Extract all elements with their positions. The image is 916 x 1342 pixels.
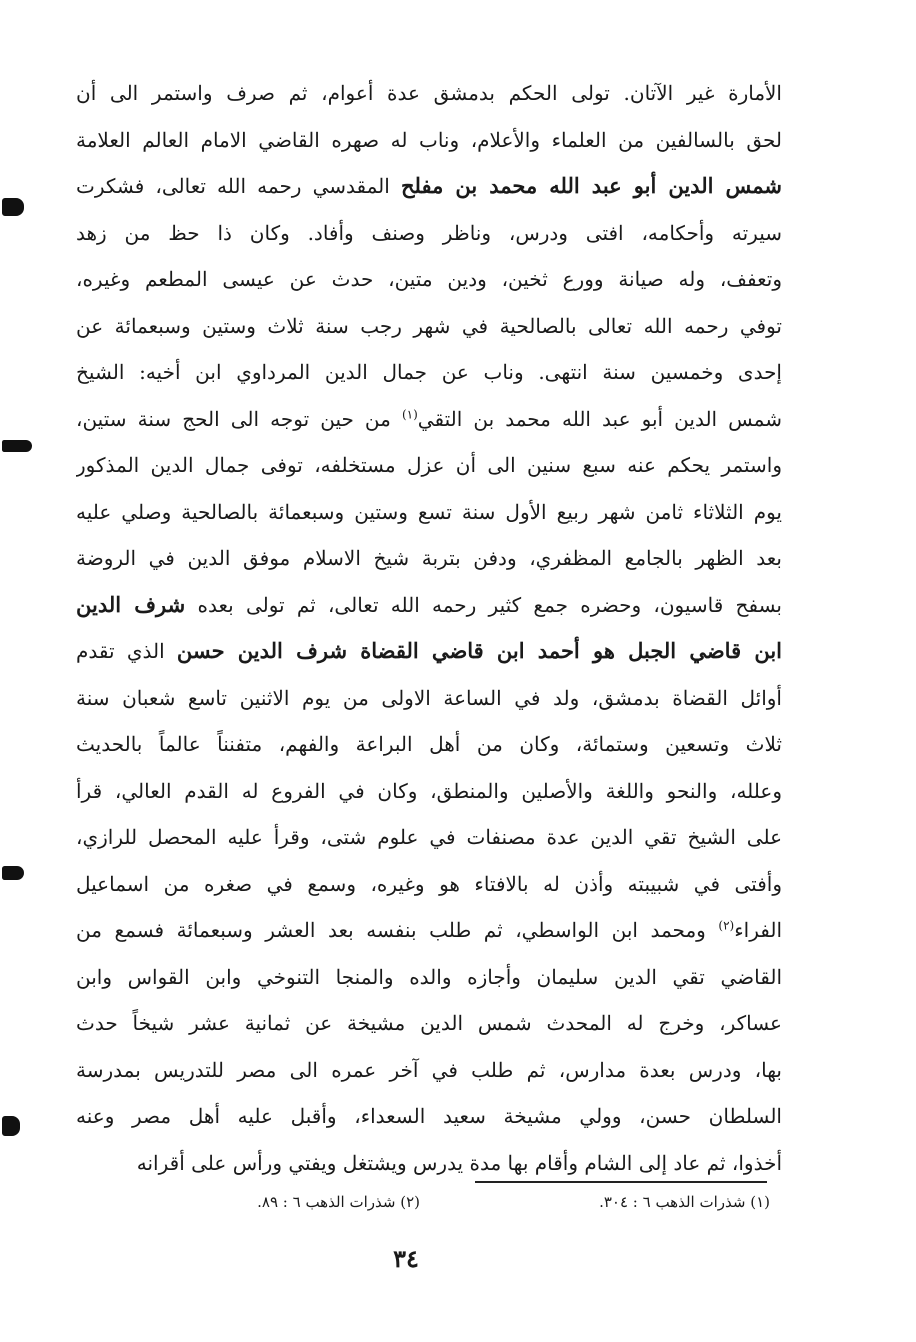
footnote-2: (٢) شذرات الذهب ٦ : ٨٩.: [257, 1193, 420, 1211]
body-text: [76, 70, 782, 1186]
margin-mark: [2, 866, 24, 880]
text-line: [76, 628, 782, 675]
text-line: [76, 163, 782, 210]
footnote-separator: [475, 1181, 767, 1183]
page-number: ٣٤: [393, 1244, 419, 1273]
text-line: [76, 396, 782, 443]
text-line: بعد الظهر بالجامع المظفري، ودفن بتربة شيخ الاسلام موفق الدين في الروضة: [76, 546, 782, 570]
text-line: وتعفف، وله صيانة وورع ثخين، ودين متين، حدث عن عيسى المطعم وغيره،: [76, 267, 782, 291]
text-segment: ومحمد ابن الواسطي، ثم طلب بنفسه بعد العشر وسبعمائة فسمع من: [76, 918, 719, 942]
text-line: ثلاث وتسعين وستمائة، وكان من أهل البراعة والفهم، متفنناً عالماً بالحديث: [76, 732, 782, 756]
text-line: على الشيخ تقي الدين عدة مصنفات في علوم شتى، وقرأ عليه المحصل للرازي،: [76, 825, 782, 849]
margin-mark: [2, 198, 24, 216]
text-segment: بسفح قاسيون، وحضره جمع كثير رحمه الله تعالى، ثم تولى بعده: [185, 592, 782, 617]
text-line: وعلله، والنحو واللغة والأصلين والمنطق، وكان في الفروع له القدم العالي، قرأ: [76, 778, 782, 803]
text-line: أوائل القضاة بدمشق، ولد في الساعة الاولى من يوم الاثنين تاسع شعبان سنة: [76, 685, 782, 710]
bold-name: ابن قاضي الجبل هو أحمد ابن قاضي القضاة شرف الدين حسن: [176, 638, 782, 663]
text-line: واستمر يحكم عنه سبع سنين الى أن عزل مستخلفه، توفى جمال الدين المذكور: [76, 453, 782, 477]
text-line: [76, 582, 782, 629]
text-line: سيرته وأحكامه، افتى ودرس، وناظر وصنف وأفاد. وكان ذا حظ من زهد: [76, 220, 782, 245]
text-line: عساكر، وخرج له المحدث شمس الدين مشيخة عن ثمانية عشر شيخاً حدث: [76, 1011, 782, 1035]
text-line: توفي رحمه الله تعالى بالصالحية في شهر رجب سنة ثلاث وستين وسبعمائة عن: [76, 313, 782, 338]
text-segment: من حين توجه الى الحج سنة ستين،: [76, 406, 402, 431]
footnote-ref: (١): [401, 406, 418, 421]
footnote-1: (١) شذرات الذهب ٦ : ٣٠٤.: [599, 1193, 770, 1211]
text-segment: شمس الدين أبو عبد الله محمد بن التقي: [417, 406, 782, 431]
bold-name: شرف الدين: [76, 591, 186, 617]
text-line: إحدى وخمسين سنة انتهى. وناب عن جمال الدين المرداوي ابن أخيه: الشيخ: [76, 360, 782, 384]
text-line: وأفتى في شبيبته وأذن له بالافتاء هو وغيره، وسمع في صغره من اسماعيل: [76, 871, 782, 896]
text-segment: الذي تقدم: [76, 639, 177, 663]
margin-mark: [2, 1116, 20, 1136]
text-segment: الفراء: [734, 918, 782, 942]
text-line: القاضي تقي الدين سليمان وأجازه والده والمنجا التنوخي وابن القواس وابن: [76, 964, 782, 989]
text-line: لحق بالسالفين من العلماء والأعلام، وناب له صهره القاضي الامام العالم العلامة: [76, 127, 782, 152]
text-line: بها، ودرس بعدة مدارس، ثم طلب في آخر عمره الى مصر للتدريس بمدرسة: [76, 1057, 782, 1082]
margin-mark: [2, 440, 32, 452]
text-line: أخذوا، ثم عاد إلى الشام وأقام بها مدة يدرس ويشتغل ويفتي ورأس على أقرانه: [136, 1150, 782, 1175]
text-segment: المقدسي رحمه الله تعالى، فشكرت: [76, 174, 401, 198]
text-line: يوم الثلاثاء ثامن شهر ربيع الأول سنة تسع وستين وسبعمائة بالصالحية وصلي عليه: [76, 499, 782, 524]
footnote-ref: (٢): [718, 918, 735, 933]
text-line: الأمارة غير الآتان. تولى الحكم بدمشق عدة أعوام، ثم صرف واستمر الى أن: [76, 81, 782, 105]
text-line: [76, 907, 782, 954]
text-line: السلطان حسن، وولي مشيخة سعيد السعداء، وأقبل عليه أهل مصر وعنه: [76, 1104, 782, 1128]
bold-name: شمس الدين أبو عبد الله محمد بن مفلح: [400, 173, 782, 198]
